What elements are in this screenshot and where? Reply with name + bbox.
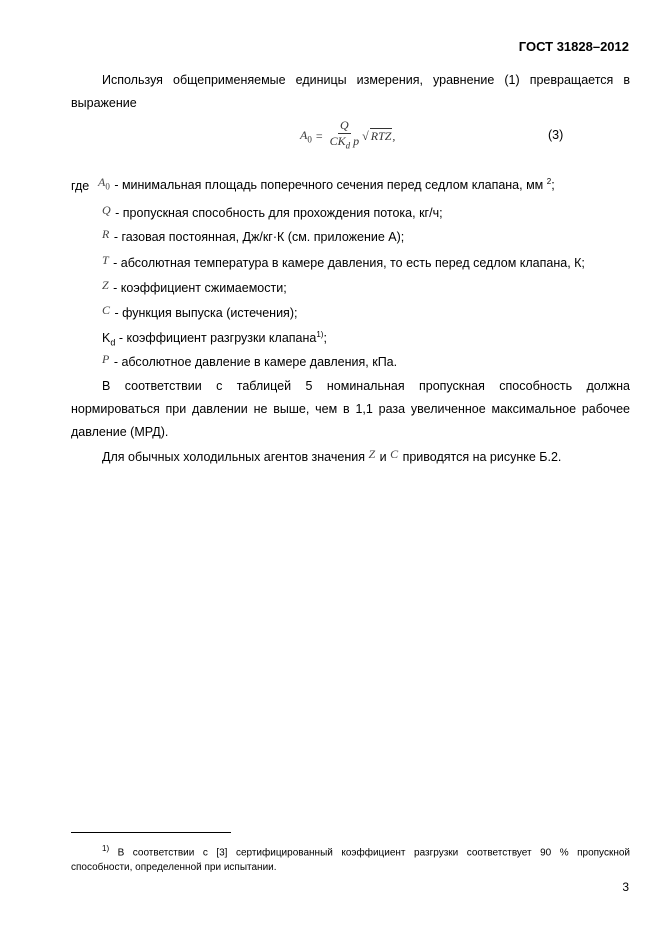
formula-fraction	[330, 118, 360, 153]
footnote-text: В соответствии с [3] сертифицированный коэффициент разгрузки соответствует 90 % пропускной способности, определенной при испытании.	[71, 847, 630, 874]
symbol-c: C	[102, 303, 111, 317]
symbol-r: R	[102, 227, 110, 241]
symbol-z-inline: Z	[368, 447, 376, 461]
definition-z: Z - коэффициент сжимаемости;	[102, 278, 287, 295]
formula-lhs: $A_0$	[300, 127, 312, 145]
page-number: 3	[622, 880, 629, 894]
formula-denominator: $CK_d$ p	[329, 134, 360, 151]
where-word: где	[71, 179, 90, 193]
symbol-t: T	[102, 253, 109, 267]
symbol-q: Q	[102, 203, 111, 217]
intro-paragraph: Используя общеприменяемые единицы измерения, уравнение (1) превращается в выражение	[71, 73, 630, 110]
symbol-a0: $A_0$	[98, 175, 110, 192]
sqrt-icon: √	[362, 128, 369, 143]
document-header: ГОСТ 31828–2012	[518, 39, 629, 54]
definition-p: P - абсолютное давление в камере давления, кПа.	[102, 352, 398, 369]
formula-numerator: Q	[340, 118, 349, 133]
symbol-z: Z	[102, 278, 109, 292]
definition-r: R - газовая постоянная, Дж/кг·К (см. приложение А);	[102, 227, 405, 244]
formula-3	[300, 116, 395, 156]
formula-equals: =	[315, 128, 323, 143]
footnote-marker: 1)	[102, 844, 110, 853]
paragraph-refrigerants: Для обычных холодильных агентов значения Z и C приводятся на рисунке Б.2.	[102, 447, 562, 464]
definition-q: Q - пропускная способность для прохождения потока, кг/ч;	[102, 203, 443, 220]
symbol-p: P	[102, 352, 110, 366]
definition-c: C - функция выпуска (истечения);	[102, 303, 298, 320]
definition-t: T - абсолютная температура в камере давления, то есть перед седлом клапана, К;	[102, 253, 585, 270]
formula-trailing: ,	[392, 128, 396, 143]
paragraph-rated-capacity: В соответствии с таблицей 5 номинальная пропускная способность должна нормироваться при давлении не выше, чем в 1,1 раза увеличенное максимальное рабочее давление (МРД).	[71, 379, 630, 439]
formula-number: (3)	[548, 128, 564, 142]
definition-kd: $K_d$ - коэффициент разгрузки клапана$^{1)}$;	[102, 330, 327, 348]
symbol-kd: $K_d$	[102, 331, 116, 348]
definition-area: $A_0$ - минимальная площадь поперечного сечения перед седлом клапана, мм $^2$;	[98, 175, 555, 193]
formula-radicand: RTZ	[370, 129, 392, 143]
footnote	[71, 841, 630, 875]
footnote-separator	[71, 832, 231, 833]
symbol-c-inline: C	[390, 447, 399, 461]
